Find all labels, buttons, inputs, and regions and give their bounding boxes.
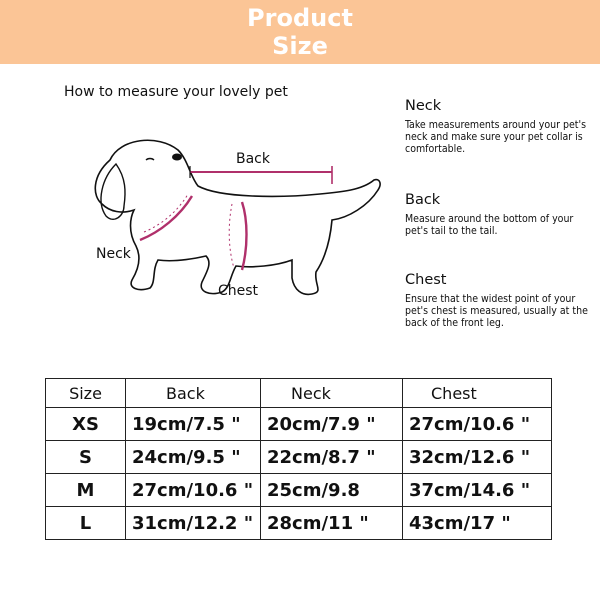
- size-cell: S: [46, 441, 126, 474]
- banner-title-line2: Size: [272, 32, 328, 60]
- neck-cell: 20cm/7.9 ": [261, 408, 403, 441]
- size-cell: L: [46, 507, 126, 540]
- neck-measure-band: [140, 196, 192, 240]
- table-row: [46, 441, 552, 474]
- back-instruction-heading: Back: [405, 192, 441, 208]
- dog-eye: [146, 159, 154, 161]
- header-chest: Chest: [403, 379, 552, 408]
- neck-label: Neck: [96, 246, 131, 262]
- neck-instruction-heading: Neck: [405, 98, 442, 114]
- chest-measure-band: [242, 202, 247, 270]
- back-cell: 31cm/12.2 ": [126, 507, 261, 540]
- dog-nose: [172, 154, 182, 161]
- diagram-title: How to measure your lovely pet: [64, 84, 288, 100]
- header-neck: Neck: [261, 379, 403, 408]
- neck-cell: 28cm/11 ": [261, 507, 403, 540]
- chest-instruction-text: Ensure that the widest point of your pet's chest is measured, usually at the back of the front leg.: [405, 293, 588, 329]
- size-table: [45, 378, 552, 540]
- size-cell: M: [46, 474, 126, 507]
- table-row: [46, 408, 552, 441]
- back-cell: 27cm/10.6 ": [126, 474, 261, 507]
- header-banner: [0, 0, 600, 64]
- chest-cell: 27cm/10.6 ": [403, 408, 552, 441]
- banner-title-line1: Product: [247, 4, 353, 32]
- back-label: Back: [236, 151, 270, 167]
- table-row: [46, 474, 552, 507]
- table-row: [46, 507, 552, 540]
- back-instruction-text: Measure around the bottom of your pet's tail to the tail.: [405, 213, 574, 237]
- chest-instruction-heading: Chest: [405, 272, 447, 288]
- back-instruction: [405, 192, 595, 237]
- chest-cell: 43cm/17 ": [403, 507, 552, 540]
- header-size: Size: [46, 379, 126, 408]
- neck-instruction-text: Take measurements around your pet's neck and make sure your pet collar is comfortable.: [405, 119, 586, 155]
- size-cell: XS: [46, 408, 126, 441]
- header-back: Back: [126, 379, 261, 408]
- chest-cell: 32cm/12.6 ": [403, 441, 552, 474]
- chest-cell: 37cm/14.6 ": [403, 474, 552, 507]
- back-cell: 19cm/7.5 ": [126, 408, 261, 441]
- neck-cell: 22cm/8.7 ": [261, 441, 403, 474]
- chest-instruction: [405, 272, 595, 329]
- size-table-header-row: [46, 379, 552, 408]
- neck-instruction: [405, 98, 595, 155]
- neck-cell: 25cm/9.8: [261, 474, 403, 507]
- back-cell: 24cm/9.5 ": [126, 441, 261, 474]
- chest-label: Chest: [218, 283, 259, 299]
